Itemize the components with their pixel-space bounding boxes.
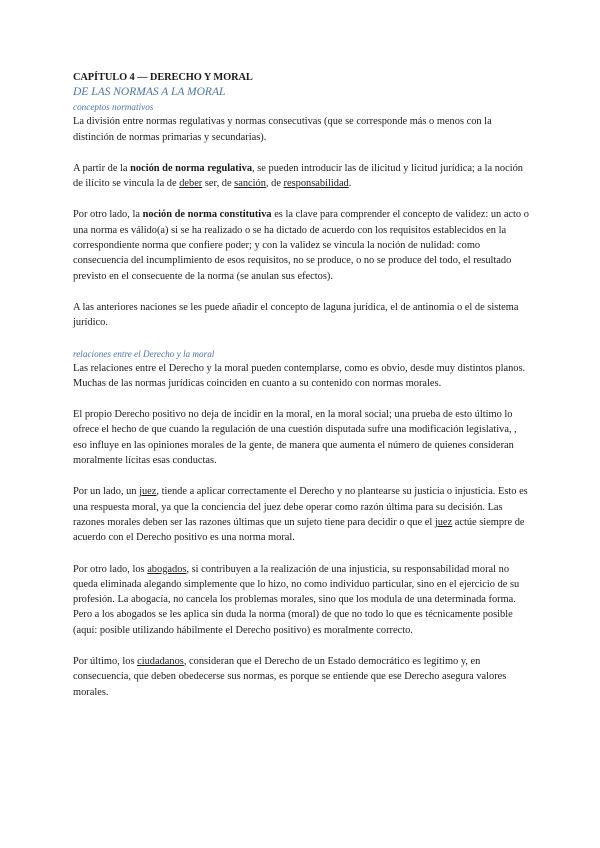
- paragraph-9: Por último, los ciudadanos, consideran que el Derecho de un Estado democrático es legítimo y, en consecuencia, que deben obedecerse sus normas, es porque se entiende que ese Derecho asegura valores morales.: [73, 656, 507, 698]
- paragraph-4: A las anteriores naciones se les puede añadir el concepto de laguna jurídica, el de antinomia o el de sistema jurídico.: [73, 301, 519, 329]
- paragraph-8: Por otro lado, los abogados, si contribuyen a la realización de una injusticia, su responsabilidad moral no queda eliminada alegando simplemente que lo hizo, no como individuo particular, sino en el ejercicio de su profesión. La abogacía, no cancela los problemas morales, sino que los modula de una determinada forma. Pero a los abogados se les aplica sin duda la norma (moral) de que no todo lo que es técnicamente posible (aquí: posible utilizando hábilmente el Derecho positivo) es moralmente correcto.: [73, 563, 520, 636]
- section-heading-relaciones: relaciones entre el Derecho y la moral: [73, 348, 215, 359]
- paragraph-7: Por un lado, un juez, tiende a aplicar correctamente el Derecho y no plantearse su justicia o injusticia. Esto es una respuesta moral, ya que la conciencia del juez debe operar como razón última para su decisión. Las razones morales deben ser las razones últimas que un sujeto tiene para decidir o que el juez actúe siempre de acuerdo con el Derecho positivo es una norma moral.: [73, 486, 528, 544]
- paragraph-3: Por otro lado, la noción de norma constitutiva es la clave para comprender el concepto de validez: un acto o una norma es válido(a) si se ha realizado o se ha dictado de acuerdo con los requisitos establecidos en la correspondiente norma que confiere poder; y con la validez se vincula la noción de nulidad: como consecuencia del incumplimiento de esos requisitos, no se produce, o no se produce del todo, el resultado previsto en el consecuente de la norma (se anulan sus efectos).: [73, 209, 529, 282]
- paragraph-5: Las relaciones entre el Derecho y la moral pueden contemplarse, como es obvio, desde muy distintos planos. Muchas de las normas jurídicas coinciden en cuanto a su contenido con normas morales.: [73, 362, 526, 389]
- paragraph-2: A partir de la noción de norma regulativa, se pueden introducir las de ilicitud y licitud jurídica; a la noción de ilícito se vincula la de deber ser, de sanción, de responsabilidad.: [73, 162, 523, 190]
- paragraph-6: El propio Derecho positivo no deja de incidir en la moral, en la moral social; una prueba de esto último lo ofrece el hecho de que cuando la regulación de una cuestión disputada sufre una modificación legislativa, , eso influye en las opiniones morales de la gente, de manera que aumenta el número de quienes consideran moralmente lícitas esas conductas.: [73, 409, 517, 467]
- section-heading-conceptos: conceptos normativos: [73, 102, 154, 113]
- paragraph-1: La división entre normas regulativas y normas consecutivas (que se corresponde más o menos con la distinción de normas primarias y secundarias).: [73, 116, 492, 143]
- chapter-title: CAPÍTULO 4 — DERECHO Y MORAL: [73, 72, 253, 83]
- section-subtitle: DE LAS NORMAS A LA MORAL: [73, 86, 226, 99]
- document-page: [73, 70, 533, 700]
